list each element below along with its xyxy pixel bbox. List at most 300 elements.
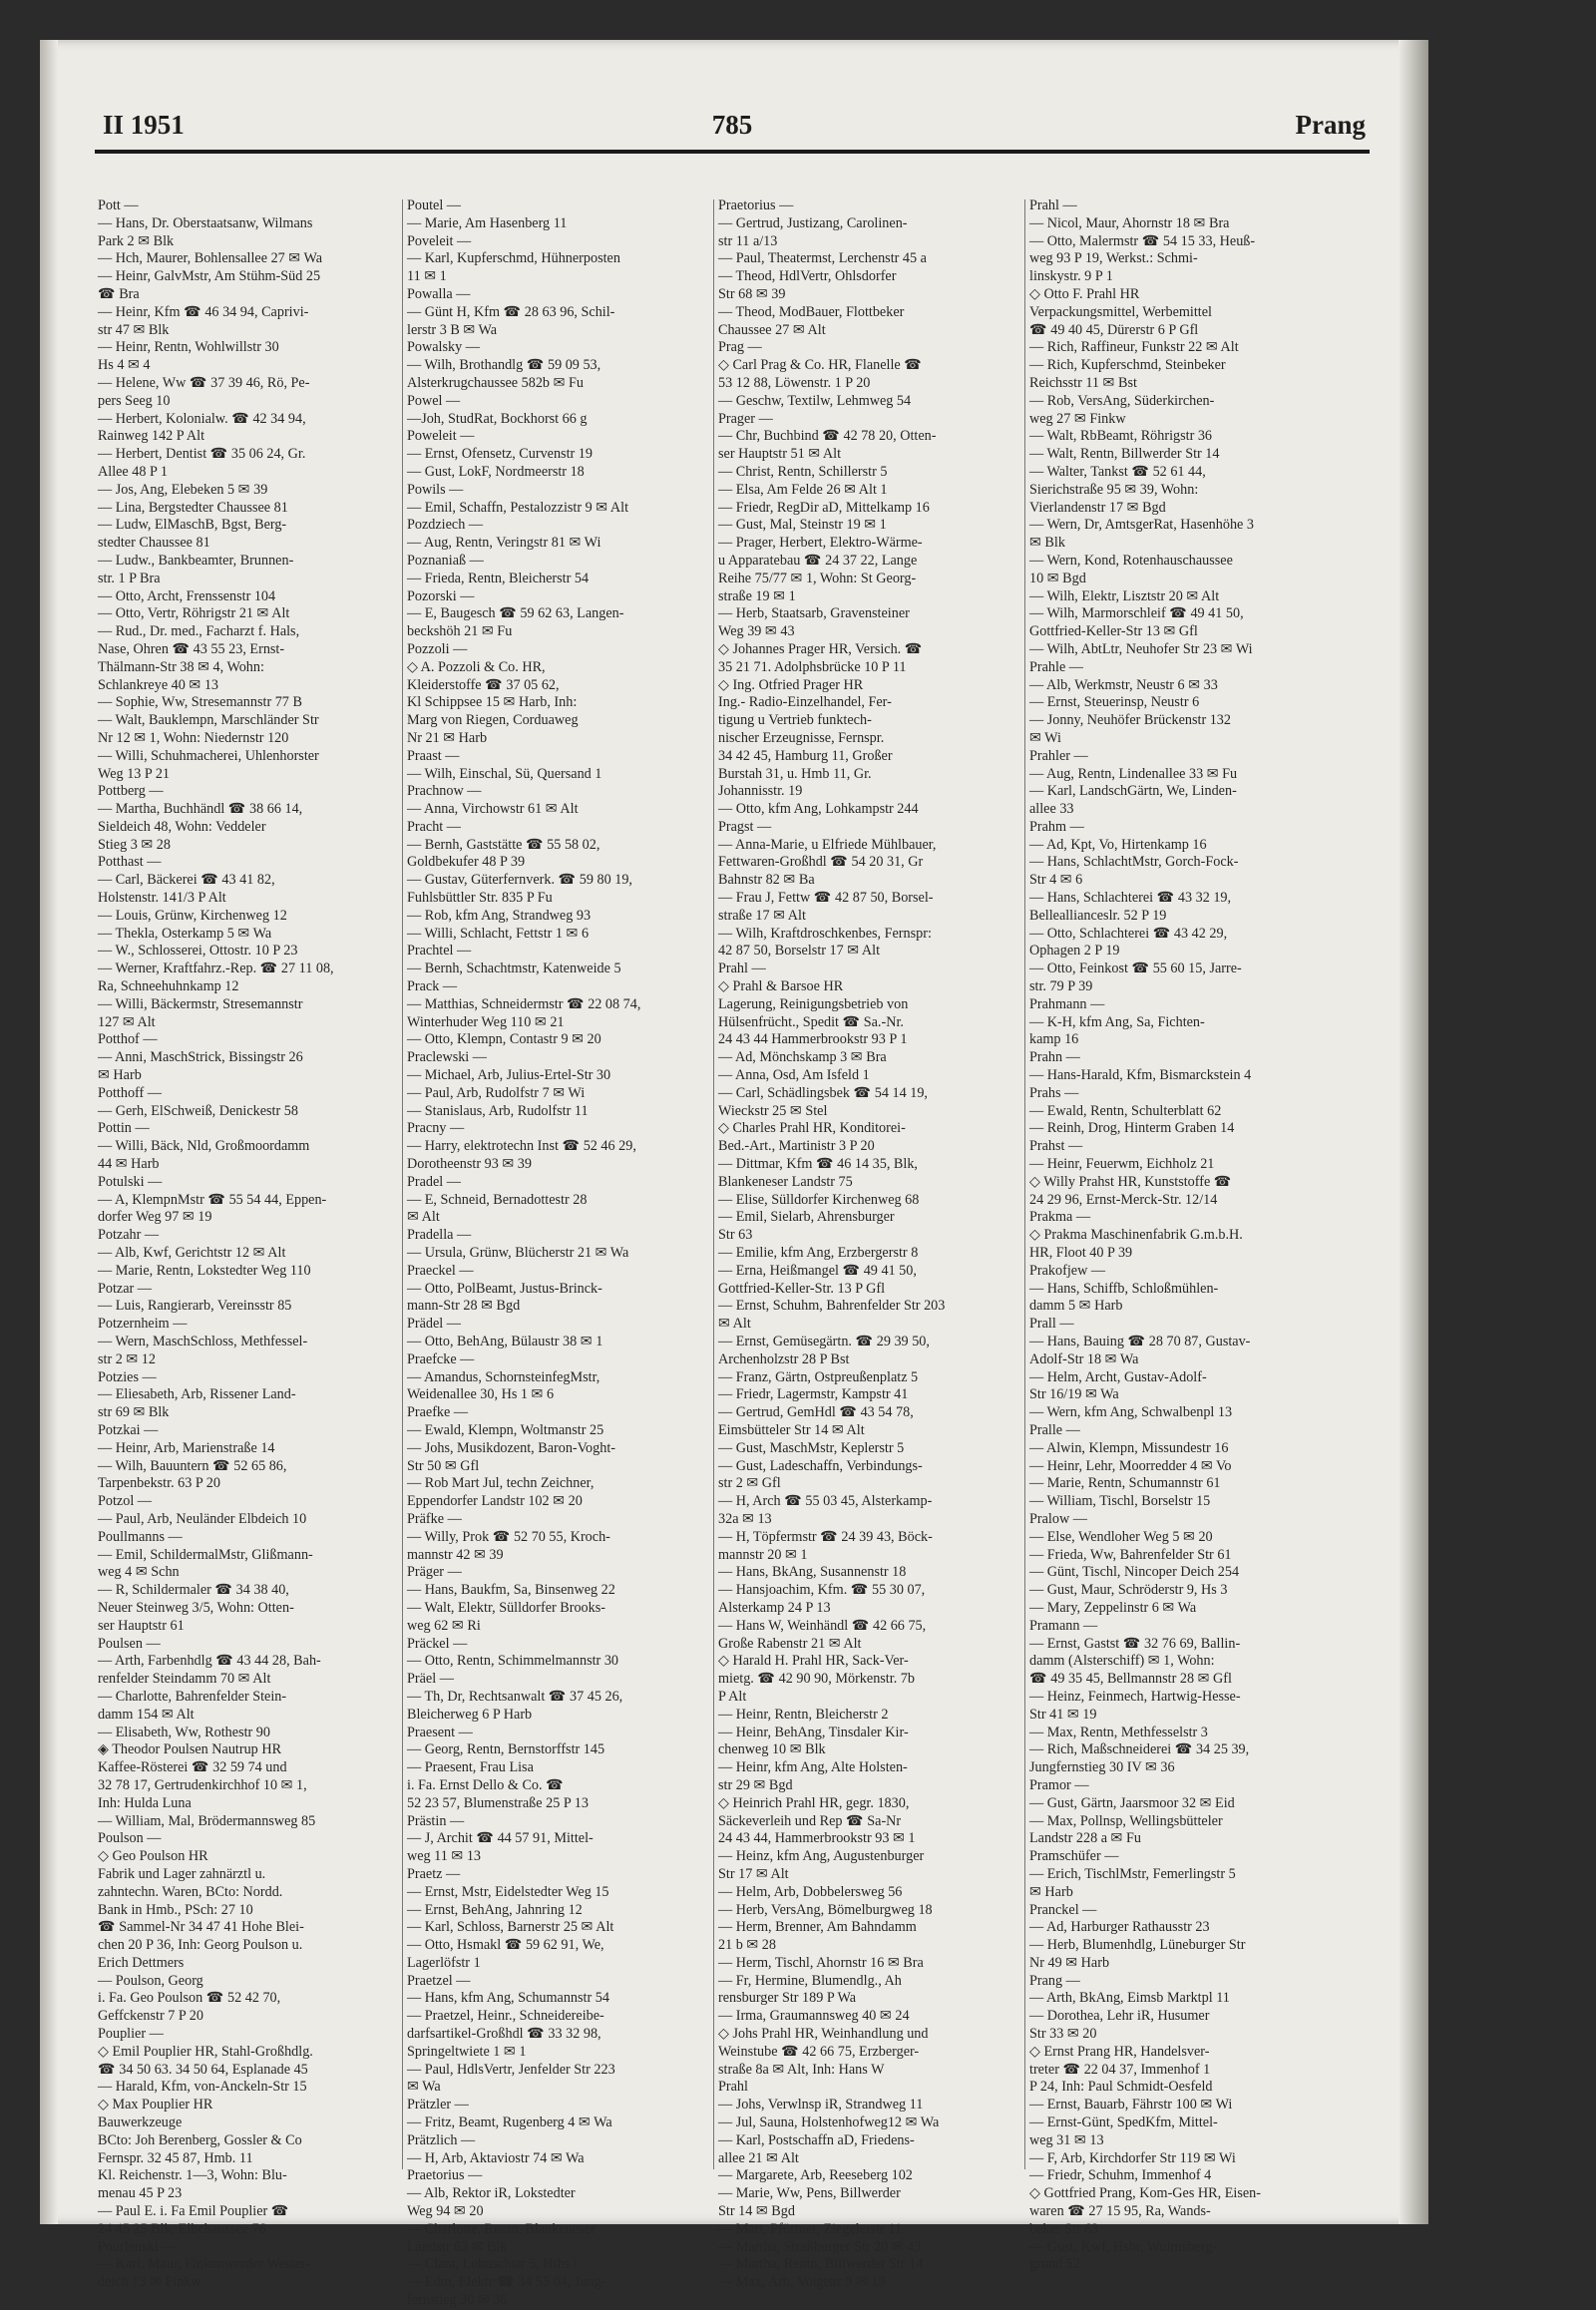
directory-entry-line: Vierlandenstr 17 ✉ Bgd	[1029, 499, 1166, 516]
directory-entry-line: Kaffee-Rösterei ☎ 32 59 74 und	[98, 1759, 287, 1776]
directory-entry-line: mann-Str 28 ✉ Bgd	[407, 1298, 521, 1315]
directory-entry-line: Erich Dettmers	[98, 1954, 185, 1971]
directory-entry-line: Adolf-Str 18 ✉ Wa	[1029, 1350, 1139, 1367]
directory-entry-line: — Rich, Raffineur, Funkstr 22 ✉ Alt	[1029, 339, 1239, 356]
directory-entry-line: Poveleit —	[407, 232, 472, 249]
directory-entry-line: — Heinr, Lehr, Moorredder 4 ✉ Vo	[1029, 1457, 1232, 1474]
directory-entry-line: tigung u Vertrieb funktech-	[718, 712, 872, 729]
directory-entry-line: beckshöh 21 ✉ Fu	[407, 623, 513, 640]
directory-entry-line: — Rich, Kupferschmd, Steinbeker	[1029, 357, 1226, 374]
directory-entry-line: — Prager, Herbert, Elektro-Wärme-	[718, 535, 923, 552]
directory-entry-line: — R, Schildermaler ☎ 34 38 40,	[98, 1582, 289, 1599]
directory-entry-line: — Wilh, Brothandlg ☎ 59 09 53,	[407, 357, 601, 374]
directory-entry-line: — Walt, Rentn, Billwerder Str 14	[1029, 446, 1220, 463]
directory-entry-line: Pourlenski —	[98, 2238, 177, 2255]
directory-entry-line: str 29 ✉ Bgd	[718, 1776, 793, 1793]
directory-entry-line: — Geschw, Textilw, Lehmweg 54	[718, 392, 912, 409]
directory-entry-line: — Wern, kfm Ang, Schwalbenpl 13	[1029, 1404, 1233, 1421]
directory-entry-line: P 24, Inh: Paul Schmidt-Oesfeld	[1029, 2079, 1213, 2096]
directory-entry-line: Pracny —	[407, 1120, 465, 1137]
directory-entry-line: — Ernst-Günt, SpedKfm, Mittel-	[1029, 2115, 1218, 2131]
directory-entry-line: — Wilh, Einschal, Sü, Quersand 1	[407, 765, 602, 782]
directory-entry-line: Weg 13 P 21	[98, 765, 171, 782]
directory-entry-line: Pouplier —	[98, 2026, 164, 2043]
directory-entry-line: — Sophie, Ww, Stresemannstr 77 B	[98, 694, 302, 711]
directory-entry-line: — Elsa, Am Felde 26 ✉ Alt 1	[718, 481, 888, 498]
directory-entry-line: — Eliesabeth, Arb, Rissener Land-	[98, 1386, 296, 1403]
directory-entry-line: — Friedr, Schuhm, Immenhof 4	[1029, 2167, 1212, 2184]
directory-entry-line: Gottfried-Keller-Str 13 ✉ Gfl	[1029, 623, 1198, 640]
directory-entry-line: — Ursula, Grünw, Blücherstr 21 ✉ Wa	[407, 1245, 629, 1262]
directory-entry-line: Pott —	[98, 197, 139, 213]
directory-entry-line: — Heinr, Arb, Marienstraße 14	[98, 1439, 275, 1456]
directory-entry-line: straße 8a ✉ Alt, Inh: Hans W	[718, 2061, 885, 2078]
directory-entry-line: i. Fa. Geo Poulson ☎ 52 42 70,	[98, 1990, 281, 2007]
directory-entry-line: straße 19 ✉ 1	[718, 587, 796, 604]
directory-entry-line: waren ☎ 27 15 95, Ra, Wands-	[1029, 2203, 1211, 2220]
directory-entry-line: — J, Archit ☎ 44 57 91, Mittel-	[407, 1830, 594, 1847]
directory-entry-line: ☎ Bra	[98, 285, 140, 302]
directory-entry-line: — Paul E. i. Fa Emil Pouplier ☎	[98, 2203, 289, 2220]
directory-entry-line: — Martha, Rentn, Billwerder Str 14	[718, 2256, 924, 2273]
directory-entry-line: ✉ Harb	[98, 1067, 142, 1084]
directory-entry-line: — Luis, Rangierarb, Vereinsstr 85	[98, 1298, 292, 1315]
directory-entry-line: Str 33 ✉ 20	[1029, 2026, 1097, 2043]
directory-entry-line: — Otto, kfm Ang, Lohkampstr 244	[718, 801, 919, 818]
directory-entry-line: — Heinr, BehAng, Tinsdaler Kir-	[718, 1724, 909, 1740]
directory-entry-line: — Alb, Kwf, Gerichtstr 12 ✉ Alt	[98, 1245, 286, 1262]
directory-entry-line: ◇ A. Pozzoli & Co. HR,	[407, 658, 546, 675]
directory-entry-line: 42 87 50, Borselstr 17 ✉ Alt	[718, 943, 881, 960]
directory-entry-line: Praast —	[407, 747, 460, 764]
directory-entry-line: — Georg, Rentn, Bernstorffstr 145	[407, 1741, 605, 1758]
directory-entry-line: dorfer Weg 97 ✉ 19	[98, 1209, 212, 1226]
directory-entry-line: — Mart, Pförtner, Ziegelerstr 11	[718, 2220, 903, 2237]
directory-entry-line: ser Hauptstr 51 ✉ Alt	[718, 446, 842, 463]
directory-entry-line: — W., Schlosserei, Ottostr. 10 P 23	[98, 943, 298, 960]
directory-entry-line: Blankeneser Landstr 75	[718, 1173, 853, 1190]
directory-entry-line: Praetorius —	[407, 2167, 483, 2184]
directory-entry-line: — Herm, Brenner, Am Bahndamm	[718, 1919, 917, 1936]
directory-entry-line: — Elisabeth, Ww, Rothestr 90	[98, 1724, 270, 1740]
directory-entry-line: Praetorius —	[718, 197, 794, 213]
directory-entry-line: — H, Arch ☎ 55 03 45, Alsterkamp-	[718, 1493, 933, 1510]
directory-entry-line: stedter Chaussee 81	[98, 535, 210, 552]
column-divider	[1024, 199, 1025, 2169]
directory-entry-line: — Poulson, Georg	[98, 1972, 203, 1989]
directory-entry-line: — Walter, Tankst ☎ 52 61 44,	[1029, 463, 1206, 480]
directory-entry-line: str. 79 P 39	[1029, 978, 1093, 995]
directory-entry-line: — Frieda, Ww, Bahrenfelder Str 61	[1029, 1546, 1232, 1563]
directory-entry-line: Pracht —	[407, 818, 461, 835]
directory-entry-line: Prätzler —	[407, 2097, 469, 2114]
directory-entry-line: — Emil, Sielarb, Ahrensburger	[718, 1209, 895, 1226]
directory-entry-line: 44 ✉ Harb	[98, 1156, 160, 1173]
directory-entry-line: — Marie, Ww, Pens, Billwerder	[718, 2185, 901, 2202]
directory-entry-line: — Ernst, BehAng, Jahnring 12	[407, 1901, 583, 1918]
directory-entry-line: — Ernst, Steuerinsp, Neustr 6	[1029, 694, 1200, 711]
directory-entry-line: Alsterkamp 24 P 13	[718, 1599, 831, 1616]
directory-entry-line: Pozorski —	[407, 587, 475, 604]
directory-entry-line: — Aug, Rentn, Veringstr 81 ✉ Wi	[407, 535, 601, 552]
directory-entry-line: — Heinr, kfm Ang, Alte Holsten-	[718, 1759, 908, 1776]
directory-entry-line: Prahn —	[1029, 1049, 1080, 1066]
directory-entry-line: ◇ Max Pouplier HR	[98, 2097, 213, 2114]
header-page-number: 785	[711, 110, 753, 140]
directory-entry-line: weg 31 ✉ 13	[1029, 2131, 1104, 2148]
directory-entry-line: Prahle —	[1029, 658, 1083, 675]
directory-entry-line: — Alb, Werkmstr, Neustr 6 ✉ 33	[1029, 676, 1218, 693]
directory-entry-line: — Heinr, Rentn, Wohlwillstr 30	[98, 339, 279, 356]
directory-entry-line: nischer Erzeugnisse, Fernspr.	[718, 729, 885, 746]
directory-entry-line: — Rud., Dr. med., Facharzt f. Hals,	[98, 623, 300, 640]
directory-entry-line: Praclewski —	[407, 1049, 487, 1066]
directory-entry-line: — Jul, Sauna, Holstenhofweg12 ✉ Wa	[718, 2115, 940, 2131]
directory-entry-line: — Hans W, Weinhändl ☎ 42 66 75,	[718, 1617, 927, 1634]
directory-entry-line: Springeltwiete 1 ✉ 1	[407, 2043, 527, 2060]
directory-entry-line: damm 5 ✉ Harb	[1029, 1298, 1123, 1315]
directory-entry-line: Nr 49 ✉ Harb	[1029, 1954, 1110, 1971]
directory-entry-line: — William, Tischl, Borselstr 15	[1029, 1493, 1211, 1510]
directory-entry-line: — Dittmar, Kfm ☎ 46 14 35, Blk,	[718, 1156, 918, 1173]
directory-entry-line: Praeckel —	[407, 1262, 474, 1279]
directory-entry-line: Sierichstraße 95 ✉ 39, Wohn:	[1029, 481, 1199, 498]
directory-entry-line: ◇ Harald H. Prahl HR, Sack-Ver-	[718, 1653, 909, 1670]
directory-entry-line: Geffckenstr 7 P 20	[98, 2008, 203, 2025]
directory-entry-line: Weinstube ☎ 42 66 75, Erzberger-	[718, 2043, 920, 2060]
directory-entry-line: — Heinr, Feuerwm, Eichholz 21	[1029, 1156, 1215, 1173]
directory-entry-line: — Emil, SchildermalMstr, Glißmann-	[98, 1546, 313, 1563]
directory-entry-line: — Anna, Virchowstr 61 ✉ Alt	[407, 801, 579, 818]
directory-entry-line: ◇ Carl Prag & Co. HR, Flanelle ☎	[718, 357, 922, 374]
directory-entry-line: — Max, Arb, Voigtstr 9 ✉ 19	[718, 2274, 886, 2291]
directory-entry-line: menau 45 P 23	[98, 2185, 183, 2202]
directory-entry-line: Nr 21 ✉ Harb	[407, 729, 488, 746]
directory-entry-line: ◈ Theodor Poulsen Nautrup HR	[98, 1741, 282, 1758]
directory-entry-line: darfsartikel-Großhdl ☎ 33 32 98,	[407, 2026, 601, 2043]
directory-entry-line: Präfke —	[407, 1510, 462, 1527]
directory-entry-line: — Erich, TischlMstr, Femerlingstr 5	[1029, 1865, 1236, 1882]
directory-entry-line: mietg. ☎ 42 90 90, Mörkenstr. 7b	[718, 1671, 915, 1688]
directory-entry-line: Potzol —	[98, 1493, 152, 1510]
directory-entry-line: — K-H, kfm Ang, Sa, Fichten-	[1029, 1013, 1205, 1030]
directory-entry-line: — Irma, Graumannsweg 40 ✉ 24	[718, 2008, 910, 2025]
directory-entry-line: — Martha, Straßburger Str 20 ✉ 43	[718, 2238, 922, 2255]
directory-entry-line: — Ernst, Ofensetz, Curvenstr 19	[407, 446, 593, 463]
directory-entry-line: — Wilh, Marmorschleif ☎ 49 41 50,	[1029, 605, 1244, 622]
directory-entry-line: Powalla —	[407, 285, 471, 302]
directory-entry-line: — Praetzel, Heinr., Schneidereibe-	[407, 2008, 604, 2025]
directory-entry-line: — Margarete, Arb, Reeseberg 102	[718, 2167, 913, 2184]
column-divider	[402, 199, 403, 2169]
directory-entry-line: — Jos, Ang, Elebeken 5 ✉ 39	[98, 481, 268, 498]
directory-entry-line: — Wilh, AbtLtr, Neuhofer Str 23 ✉ Wi	[1029, 640, 1253, 657]
directory-entry-line: grund 52	[1029, 2256, 1080, 2273]
directory-entry-line: damm 154 ✉ Alt	[98, 1706, 195, 1723]
directory-entry-line: — Heinz, kfm Ang, Augustenburger	[718, 1848, 925, 1865]
directory-entry-line: — Karl, Maur, Finkenwerder Wester-	[98, 2256, 310, 2273]
directory-entry-line: Prag —	[718, 339, 762, 356]
directory-entry-line: ◇ Charles Prahl HR, Konditorei-	[718, 1120, 906, 1137]
directory-entry-line: Wieckstr 25 ✉ Stel	[718, 1102, 828, 1119]
directory-entry-line: weg 11 ✉ 13	[407, 1848, 482, 1865]
directory-entry-line: str 11 a/13	[718, 232, 778, 249]
directory-entry-line: — Johs, Musikdozent, Baron-Voght-	[407, 1439, 615, 1456]
directory-entry-line: — Ad, Kpt, Vo, Hirtenkamp 16	[1029, 836, 1207, 853]
directory-entry-line: ☎ 34 50 63. 34 50 64, Esplanade 45	[98, 2061, 308, 2078]
directory-entry-line: — Rob Mart Jul, techn Zeichner,	[407, 1475, 595, 1492]
directory-entry-line: — Otto, Feinkost ☎ 55 60 15, Jarre-	[1029, 961, 1242, 977]
directory-entry-line: — Willi, Bäckermstr, Stresemannstr	[98, 995, 303, 1012]
directory-entry-line: — Hans, Schlachterei ☎ 43 32 19,	[1029, 890, 1232, 907]
directory-entry-line: — Ernst, Schuhm, Bahrenfelder Str 203	[718, 1298, 946, 1315]
directory-entry-line: fernstieg 30 ✉ 36	[407, 2292, 508, 2309]
directory-entry-line: 52 23 57, Blumenstraße 25 P 13	[407, 1794, 589, 1811]
directory-entry-line: Pramschüfer —	[1029, 1848, 1119, 1865]
directory-entry-line: — Frau J, Fettw ☎ 42 87 50, Borsel-	[718, 890, 934, 907]
directory-entry-line: — Hans, kfm Ang, Schumannstr 54	[407, 1990, 609, 2007]
directory-entry-line: — Ewald, Rentn, Schulterblatt 62	[1029, 1102, 1222, 1119]
directory-entry-line: Eimsbütteler Str 14 ✉ Alt	[718, 1421, 865, 1438]
directory-entry-line: — Otto, Hsmakl ☎ 59 62 91, We,	[407, 1937, 604, 1954]
directory-entry-line: Str 50 ✉ Gfl	[407, 1457, 480, 1474]
directory-entry-line: — Ernst, Bauarb, Fährstr 100 ✉ Wi	[1029, 2097, 1233, 2114]
directory-entry-line: Prack —	[407, 978, 458, 995]
directory-entry-line: weg 27 ✉ Finkw	[1029, 410, 1126, 427]
directory-entry-line: deich 13 ✉ Finkw	[98, 2274, 201, 2291]
directory-entry-line: Tarpenbekstr. 63 P 20	[98, 1475, 220, 1492]
column-divider	[713, 199, 714, 2169]
directory-entry-line: — Karl, Kupferschmd, Hühnerposten	[407, 250, 620, 267]
directory-entry-line: Holstenstr. 141/3 P Alt	[98, 890, 226, 907]
directory-entry-line: Potthoff —	[98, 1084, 162, 1101]
directory-entry-line: — Johs, Verwlnsp iR, Strandweg 11	[718, 2097, 924, 2114]
directory-entry-line: ◇ Geo Poulson HR	[98, 1848, 208, 1865]
directory-entry-line: Weg 94 ✉ 20	[407, 2203, 484, 2220]
directory-entry-line: str 69 ✉ Blk	[98, 1404, 170, 1421]
directory-entry-line: Ing.- Radio-Einzelhandel, Fer-	[718, 694, 892, 711]
directory-entry-line: — Gerh, ElSchweiß, Denickestr 58	[98, 1102, 298, 1119]
directory-entry-line: — Christ, Rentn, Schillerstr 5	[718, 463, 888, 480]
directory-entry-line: Allee 48 P 1	[98, 463, 169, 480]
directory-entry-line: — Otto, Klempn, Contastr 9 ✉ 20	[407, 1031, 601, 1048]
directory-entry-line: — Heinz, Feinmech, Hartwig-Hesse-	[1029, 1688, 1241, 1705]
directory-entry-line: — Arth, BkAng, Eimsb Marktpl 11	[1029, 1990, 1230, 2007]
directory-entry-line: Fabrik und Lager zahnärztl u.	[98, 1865, 266, 1882]
directory-entry-line: — Charlotte, Rentn, Blankeneser	[407, 2220, 596, 2237]
directory-entry-line: Pralle —	[1029, 1421, 1080, 1438]
directory-entry-line: — Dorothea, Lehr iR, Husumer	[1029, 2008, 1210, 2025]
directory-entry-line: Bahnstr 82 ✉ Ba	[718, 872, 815, 889]
directory-entry-line: Praefcke —	[407, 1350, 475, 1367]
directory-entry-line: — Marie, Am Hasenberg 11	[407, 214, 568, 231]
directory-entry-line: — Reinh, Drog, Hinterm Graben 14	[1029, 1120, 1235, 1137]
directory-entry-line: Sieldeich 48, Wohn: Veddeler	[98, 818, 266, 835]
directory-entry-line: — Gust, LokF, Nordmeerstr 18	[407, 463, 585, 480]
directory-entry-line: — Gertrud, Justizang, Carolinen-	[718, 214, 908, 231]
directory-entry-line: Prahler —	[1029, 747, 1088, 764]
directory-entry-line: — Heinr, Rentn, Bleicherstr 2	[718, 1706, 889, 1723]
directory-entry-line: str 47 ✉ Blk	[98, 321, 170, 338]
directory-entry-line: ✉ Alt	[718, 1316, 751, 1333]
directory-entry-line: Weidenallee 30, Hs 1 ✉ 6	[407, 1386, 555, 1403]
directory-entry-line: — Hansjoachim, Kfm. ☎ 55 30 07,	[718, 1582, 926, 1599]
directory-entry-line: — Franz, Gärtn, Ostpreußenplatz 5	[718, 1368, 919, 1385]
directory-entry-line: Johannisstr. 19	[718, 783, 803, 800]
directory-entry-line: Schlankreye 40 ✉ 13	[98, 676, 219, 693]
directory-entry-line: — Helm, Archt, Gustav-Adolf-	[1029, 1368, 1207, 1385]
directory-entry-line: Str 68 ✉ 39	[718, 285, 786, 302]
directory-entry-line: — Rob, VersAng, Süderkirchen-	[1029, 392, 1215, 409]
directory-entry-line: — Gust, Mal, Steinstr 19 ✉ 1	[718, 517, 887, 534]
directory-entry-line: beker Str 63	[1029, 2220, 1099, 2237]
directory-entry-line: ✉ Harb	[1029, 1883, 1073, 1900]
directory-entry-line: — A, KlempnMstr ☎ 55 54 44, Eppen-	[98, 1191, 327, 1208]
directory-entry-line: Pranckel —	[1029, 1901, 1097, 1918]
directory-entry-line: Große Rabenstr 21 ✉ Alt	[718, 1635, 862, 1652]
directory-entry-line: Poulson —	[98, 1830, 162, 1847]
directory-entry-line: — Th, Dr, Rechtsanwalt ☎ 37 45 26,	[407, 1688, 623, 1705]
directory-entry-line: lerstr 3 B ✉ Wa	[407, 321, 498, 338]
directory-entry-line: — Nicol, Maur, Ahornstr 18 ✉ Bra	[1029, 214, 1230, 231]
directory-entry-line: Pottin —	[98, 1120, 150, 1137]
directory-entry-line: ◇ Gottfried Prang, Kom-Ges HR, Eisen-	[1029, 2185, 1261, 2202]
directory-entry-line: Präger —	[407, 1564, 462, 1581]
directory-entry-line: — Else, Wendloher Weg 5 ✉ 20	[1029, 1528, 1213, 1545]
directory-entry-line: Str 63	[718, 1227, 753, 1244]
directory-column-3	[718, 197, 1019, 2291]
directory-entry-line: — Karl, Postschaffn aD, Friedens-	[718, 2131, 915, 2148]
directory-entry-line: — Stanislaus, Arb, Rudolfstr 11	[407, 1102, 589, 1119]
directory-entry-line: — Herbert, Dentist ☎ 35 06 24, Gr.	[98, 446, 306, 463]
directory-entry-line: — Wern, MaschSchloss, Methfessel-	[98, 1334, 308, 1349]
directory-entry-line: — Otto, Rentn, Schimmelmannstr 30	[407, 1653, 619, 1670]
directory-entry-line: — Ad, Mönchskamp 3 ✉ Bra	[718, 1049, 887, 1066]
directory-entry-line: kamp 16	[1029, 1031, 1079, 1048]
directory-entry-line: ◇ Johs Prahl HR, Weinhandlung und	[718, 2026, 929, 2043]
directory-entry-line: — Otto, Malermstr ☎ 54 15 33, Heuß-	[1029, 232, 1256, 249]
directory-entry-line: P Alt	[718, 1688, 747, 1705]
directory-entry-line: — H, Töpfermstr ☎ 24 39 43, Böck-	[718, 1528, 933, 1545]
directory-entry-line: Eppendorfer Landstr 102 ✉ 20	[407, 1493, 583, 1510]
directory-entry-line: — Rob, kfm Ang, Strandweg 93	[407, 907, 592, 924]
directory-entry-line: 53 12 88, Löwenstr. 1 P 20	[718, 374, 871, 391]
directory-entry-line: — Carl, Schädlingsbek ☎ 54 14 19,	[718, 1084, 928, 1101]
directory-entry-line: damm (Alsterschiff) ✉ 1, Wohn:	[1029, 1653, 1215, 1670]
directory-entry-line: — Rich, Maßschneiderei ☎ 34 25 39,	[1029, 1741, 1250, 1758]
directory-entry-line: — Helm, Arb, Dobbelersweg 56	[718, 1883, 903, 1900]
directory-entry-line: — Thekla, Osterkamp 5 ✉ Wa	[98, 925, 272, 942]
directory-entry-line: — Paul, Theatermst, Lerchenstr 45 a	[718, 250, 927, 267]
directory-entry-line: Prachtel —	[407, 943, 472, 960]
directory-entry-line: — Ewald, Klempn, Woltmanstr 25	[407, 1421, 604, 1438]
directory-entry-line: — Willi, Schlacht, Fettstr 1 ✉ 6	[407, 925, 590, 942]
directory-entry-line: — Hans, SchlachtMstr, Gorch-Fock-	[1029, 854, 1239, 871]
directory-entry-line: — Wilh, Bauuntern ☎ 52 65 86,	[98, 1457, 287, 1474]
directory-entry-line: 10 ✉ Bgd	[1029, 570, 1086, 586]
directory-entry-line: Nr 12 ✉ 1, Wohn: Niedernstr 120	[98, 729, 289, 746]
directory-entry-line: ✉ Wi	[1029, 729, 1061, 746]
directory-entry-line: Jungfernstieg 30 IV ✉ 36	[1029, 1759, 1175, 1776]
directory-entry-line: ☎ 49 35 45, Bellmannstr 28 ✉ Gfl	[1029, 1671, 1232, 1688]
directory-entry-line: Landstr 63 ✉ Blk	[407, 2238, 508, 2255]
directory-entry-line: pers Seeg 10	[98, 392, 171, 409]
directory-entry-line: str 2 ✉ 12	[98, 1350, 156, 1367]
directory-entry-line: — Karl, Schloss, Barnerstr 25 ✉ Alt	[407, 1919, 614, 1936]
directory-entry-line: Prachnow —	[407, 783, 482, 800]
directory-entry-line: Prahst —	[1029, 1138, 1083, 1155]
directory-entry-line: — Harry, elektrotechn Inst ☎ 52 46 29,	[407, 1138, 636, 1155]
directory-entry-line: — Aug, Rentn, Lindenallee 33 ✉ Fu	[1029, 765, 1238, 782]
directory-entry-line: — Gust, Kwf, Hsbr, Wulmsberg-	[1029, 2238, 1217, 2255]
directory-entry-line: Str 16/19 ✉ Wa	[1029, 1386, 1119, 1403]
directory-entry-line: Thälmann-Str 38 ✉ 4, Wohn:	[98, 658, 264, 675]
directory-entry-line: ◇ Willy Prahst HR, Kunststoffe ☎	[1029, 1173, 1232, 1190]
directory-entry-line: Potzahr —	[98, 1227, 160, 1244]
directory-entry-line: — Otto, PolBeamt, Justus-Brinck-	[407, 1280, 602, 1297]
directory-entry-line: ☎ Sammel-Nr 34 47 41 Hohe Blei-	[98, 1919, 304, 1936]
directory-entry-line: — Herb, Staatsarb, Gravensteiner	[718, 605, 910, 622]
directory-column-4	[1029, 197, 1331, 2273]
directory-entry-line: — Max, Rentn, Methfesselstr 3	[1029, 1724, 1208, 1740]
directory-entry-line: ◇ Heinrich Prahl HR, gegr. 1830,	[718, 1794, 910, 1811]
directory-entry-line: Str 14 ✉ Bgd	[718, 2203, 795, 2220]
directory-entry-line: Marg von Riegen, Corduaweg	[407, 712, 579, 729]
directory-entry-line: Powalsky —	[407, 339, 480, 356]
directory-entry-line: Dorotheenstr 93 ✉ 39	[407, 1156, 532, 1173]
directory-entry-line: 32 78 17, Gertrudenkirchhof 10 ✉ 1,	[98, 1776, 307, 1793]
directory-entry-line: Prahl	[718, 2079, 748, 2096]
directory-entry-line: mannstr 42 ✉ 39	[407, 1546, 504, 1563]
directory-entry-line: 24 29 96, Ernst-Merck-Str. 12/14	[1029, 1191, 1218, 1208]
directory-entry-line: — Otto, Schlachterei ☎ 43 42 29,	[1029, 925, 1228, 942]
directory-entry-line: — Arth, Farbenhdlg ☎ 43 44 28, Bah-	[98, 1653, 321, 1670]
directory-entry-line: Verpackungsmittel, Werbemittel	[1029, 303, 1212, 320]
directory-entry-line: Alsterkrugchaussee 582b ✉ Fu	[407, 374, 584, 391]
directory-entry-line: ◇ Prahl & Barsoe HR	[718, 978, 844, 995]
directory-entry-line: Praetz —	[407, 1865, 461, 1882]
directory-entry-line: — Marie, Rentn, Schumannstr 61	[1029, 1475, 1221, 1492]
directory-entry-line: — Otto, BehAng, Bülaustr 38 ✉ 1	[407, 1334, 603, 1349]
directory-entry-line: — Wilh, Elektr, Lisztstr 20 ✉ Alt	[1029, 587, 1220, 604]
directory-entry-line: — E, Schneid, Bernadottestr 28	[407, 1191, 588, 1208]
directory-column-2	[407, 197, 708, 2309]
directory-entry-line: — Friedr, RegDir aD, Mittelkamp 16	[718, 499, 930, 516]
directory-entry-line: ◇ Ernst Prang HR, Handelsver-	[1029, 2043, 1210, 2060]
directory-entry-line: — Gust, Maur, Schröderstr 9, Hs 3	[1029, 1582, 1228, 1599]
directory-entry-line: — Herm, Tischl, Ahornstr 16 ✉ Bra	[718, 1954, 924, 1971]
directory-entry-line: Ophagen 2 P 19	[1029, 943, 1120, 960]
directory-entry-line: 35 21 71. Adolphsbrücke 10 P 11	[718, 658, 907, 675]
directory-entry-line: i. Fa. Ernst Dello & Co. ☎	[407, 1776, 564, 1793]
directory-entry-line: Poulsen —	[98, 1635, 161, 1652]
directory-entry-line: Pozzoli —	[407, 640, 468, 657]
directory-entry-line: Poutel —	[407, 197, 461, 213]
directory-entry-line: Bleicherweg 6 P Harb	[407, 1706, 533, 1723]
book-spine-shadow	[1398, 40, 1428, 2224]
directory-entry-line: Bank in Hmb., PSch: 27 10	[98, 1901, 253, 1918]
directory-entry-line: — Chr, Buchbind ☎ 42 78 20, Otten-	[718, 428, 937, 445]
directory-entry-line: — Anna, Osd, Am Isfeld 1	[718, 1067, 870, 1084]
directory-entry-line: ✉ Blk	[1029, 535, 1065, 552]
directory-entry-line: — Wilh, Kraftdroschkenbes, Fernspr:	[718, 925, 932, 942]
directory-entry-line: — Elise, Sülldorfer Kirchenweg 68	[718, 1191, 920, 1208]
directory-entry-line: — Fritz, Beamt, Rugenberg 4 ✉ Wa	[407, 2115, 612, 2131]
directory-entry-line: 11 ✉ 1	[407, 268, 447, 285]
directory-entry-line: — Ludw, ElMaschB, Bgst, Berg-	[98, 517, 287, 534]
directory-entry-line: — Ernst, Gemüsegärtn. ☎ 29 39 50,	[718, 1334, 930, 1349]
directory-entry-line: Potzernheim —	[98, 1316, 188, 1333]
